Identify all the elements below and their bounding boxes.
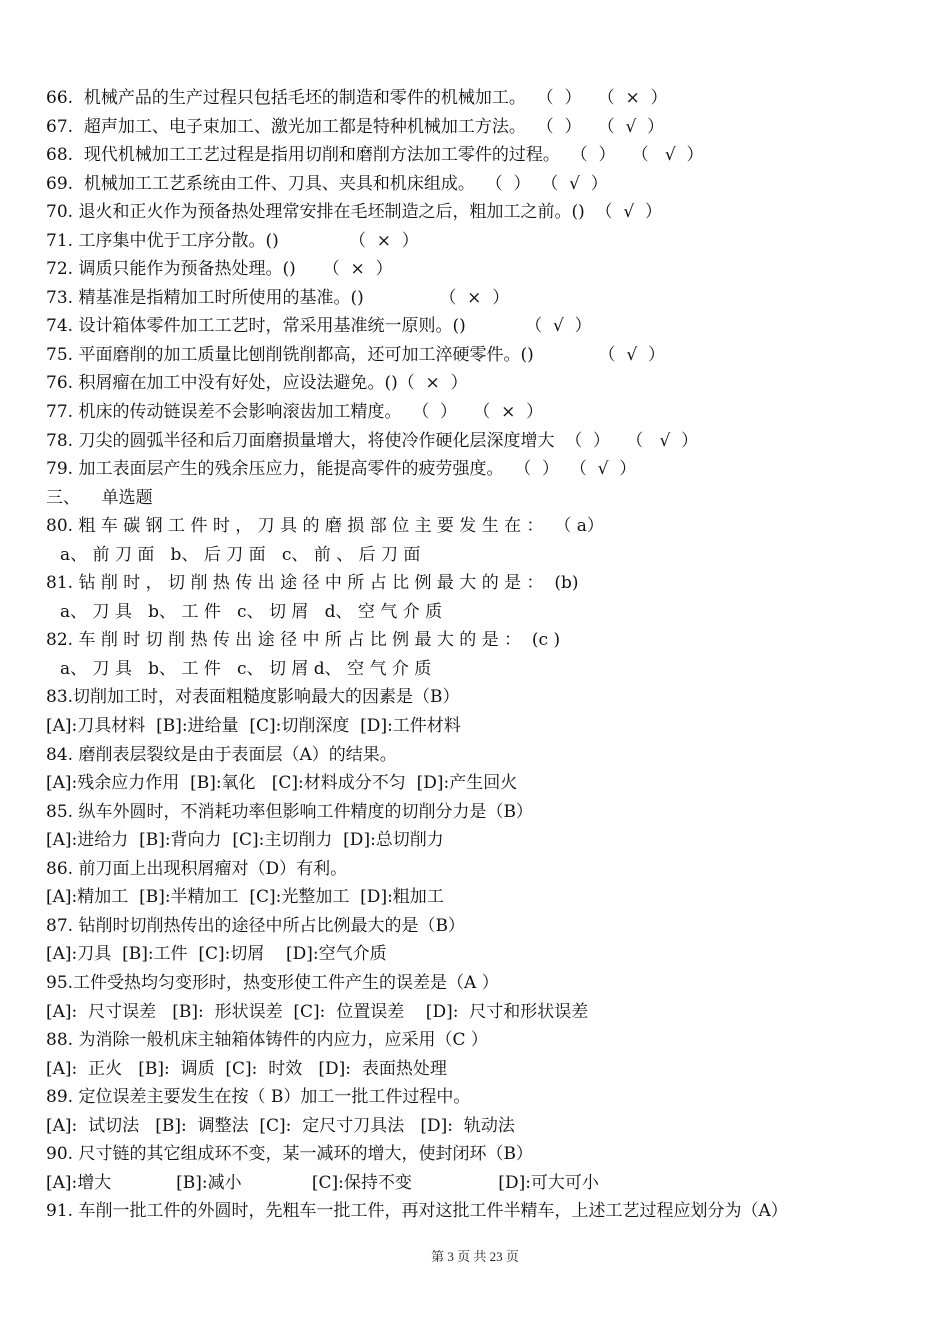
question-line: 70. 退火和正火作为预备热处理常安排在毛坯制造之后，粗加工之前。() （ √ ） — [46, 202, 662, 223]
option-line: a、 刀 具 b、 工 件 c、 切 屑 d、 空 气 介 质 — [60, 601, 443, 622]
page-footer: 第 3 页 共 23 页 — [431, 1249, 519, 1264]
question-line: 83.切削加工时，对表面粗糙度影响最大的因素是（B） — [46, 687, 460, 708]
question-line: 67. 超声加工、电子束加工、激光加工都是特种机械加工方法。 （ ） （ √ ） — [46, 116, 665, 137]
question-line: 76. 积屑瘤在加工中没有好处，应设法避免。()（ × ） — [46, 373, 468, 394]
question-line: 74. 设计箱体零件加工工艺时，常采用基准统一原则。() （ √ ） — [46, 316, 592, 337]
question-line: 95.工件受热均匀变形时，热变形使工件产生的误差是（A ） — [46, 972, 499, 993]
question-line: 79. 加工表面层产生的残余压应力，能提高零件的疲劳强度。 （ ） （ √ ） — [46, 459, 637, 480]
question-line: 81. 钻 削 时 ， 切 削 热 传 出 途 径 中 所 占 比 例 最 大 的 是 ： (b) — [46, 573, 579, 594]
question-line: [A]:精加工 [B]:半精加工 [C]:光整加工 [D]:粗加工 — [46, 887, 444, 908]
question-line: 82. 车 削 时 切 削 热 传 出 途 径 中 所 占 比 例 最 大 的 是 ： (c ) — [46, 630, 561, 651]
question-line: 73. 精基准是指精加工时所使用的基准。() （ × ） — [46, 287, 510, 308]
question-line: [A]: 正火 [B]: 调质 [C]: 时效 [D]: 表面热处理 — [46, 1058, 447, 1079]
question-line: 72. 调质只能作为预备热处理。() （ × ） — [46, 259, 393, 280]
question-line: 85. 纵车外圆时，不消耗功率但影响工件精度的切削分力是（B） — [46, 801, 533, 822]
option-line: a、 前 刀 面 b、 后 刀 面 c、 前 、 后 刀 面 — [60, 544, 421, 565]
question-line: 88. 为消除一般机床主轴箱体铸件的内应力，应采用（C ） — [46, 1030, 488, 1051]
question-line: 80. 粗 车 碳 钢 工 件 时 ， 刀 具 的 磨 损 部 位 主 要 发 生 在 ： （ a） — [46, 516, 604, 537]
question-line: 三、 单选题 — [46, 487, 153, 508]
question-line: 71. 工序集中优于工序分散。() （ × ） — [46, 230, 419, 251]
option-line: a、 刀 具 b、 工 件 c、 切 屑 d、 空 气 介 质 — [60, 658, 432, 679]
question-line: 78. 刀尖的圆弧半径和后刀面磨损量增大，将使冷作硬化层深度增大 （ ） （ √ ） — [46, 430, 699, 451]
question-line: [A]:增大 [B]:减小 [C]:保持不变 [D]:可大可小 — [46, 1172, 599, 1193]
question-line: [A]:刀具 [B]:工件 [C]:切屑 [D]:空气介质 — [46, 944, 387, 965]
question-list — [46, 84, 926, 1226]
question-line: 68. 现代机械加工工艺过程是指用切削和磨削方法加工零件的过程。 （ ） （ √ ） — [46, 145, 704, 166]
question-line: 69. 机械加工工艺系统由工件、刀具、夹具和机床组成。 （ ） （ √ ） — [46, 173, 608, 194]
question-line: [A]:进给力 [B]:背向力 [C]:主切削力 [D]:总切削力 — [46, 830, 444, 851]
question-line: 89. 定位误差主要发生在按（ B）加工一批工件过程中。 — [46, 1087, 471, 1108]
question-line: 87. 钻削时切削热传出的途径中所占比例最大的是（B） — [46, 915, 465, 936]
question-line: [A]: 试切法 [B]: 调整法 [C]: 定尺寸刀具法 [D]: 轨动法 — [46, 1115, 515, 1136]
question-line: 84. 磨削表层裂纹是由于表面层（A）的结果。 — [46, 744, 397, 765]
question-line: 77. 机床的传动链误差不会影响滚齿加工精度。 （ ） （ × ） — [46, 402, 544, 423]
question-line: [A]:残余应力作用 [B]:氧化 [C]:材料成分不匀 [D]:产生回火 — [46, 773, 518, 794]
question-line: 91. 车削一批工件的外圆时，先粗车一批工件，再对这批工件半精车，上述工艺过程应划分为（A） — [46, 1201, 788, 1222]
question-line: 66. 机械产品的生产过程只包括毛坯的制造和零件的机械加工。 （ ） （ × ） — [46, 88, 668, 108]
question-line: 90. 尺寸链的其它组成环不变，某一减环的增大，使封闭环（B） — [46, 1144, 533, 1165]
question-line: [A]: 尺寸误差 [B]: 形状误差 [C]: 位置误差 [D]: 尺寸和形状误差 — [46, 1001, 589, 1022]
question-line: [A]:刀具材料 [B]:进给量 [C]:切削深度 [D]:工件材料 — [46, 716, 461, 737]
question-line: 75. 平面磨削的加工质量比刨削铣削都高，还可加工淬硬零件。() （ √ ） — [46, 344, 665, 365]
question-line: 86. 前刀面上出现积屑瘤对（D）有利。 — [46, 858, 348, 879]
